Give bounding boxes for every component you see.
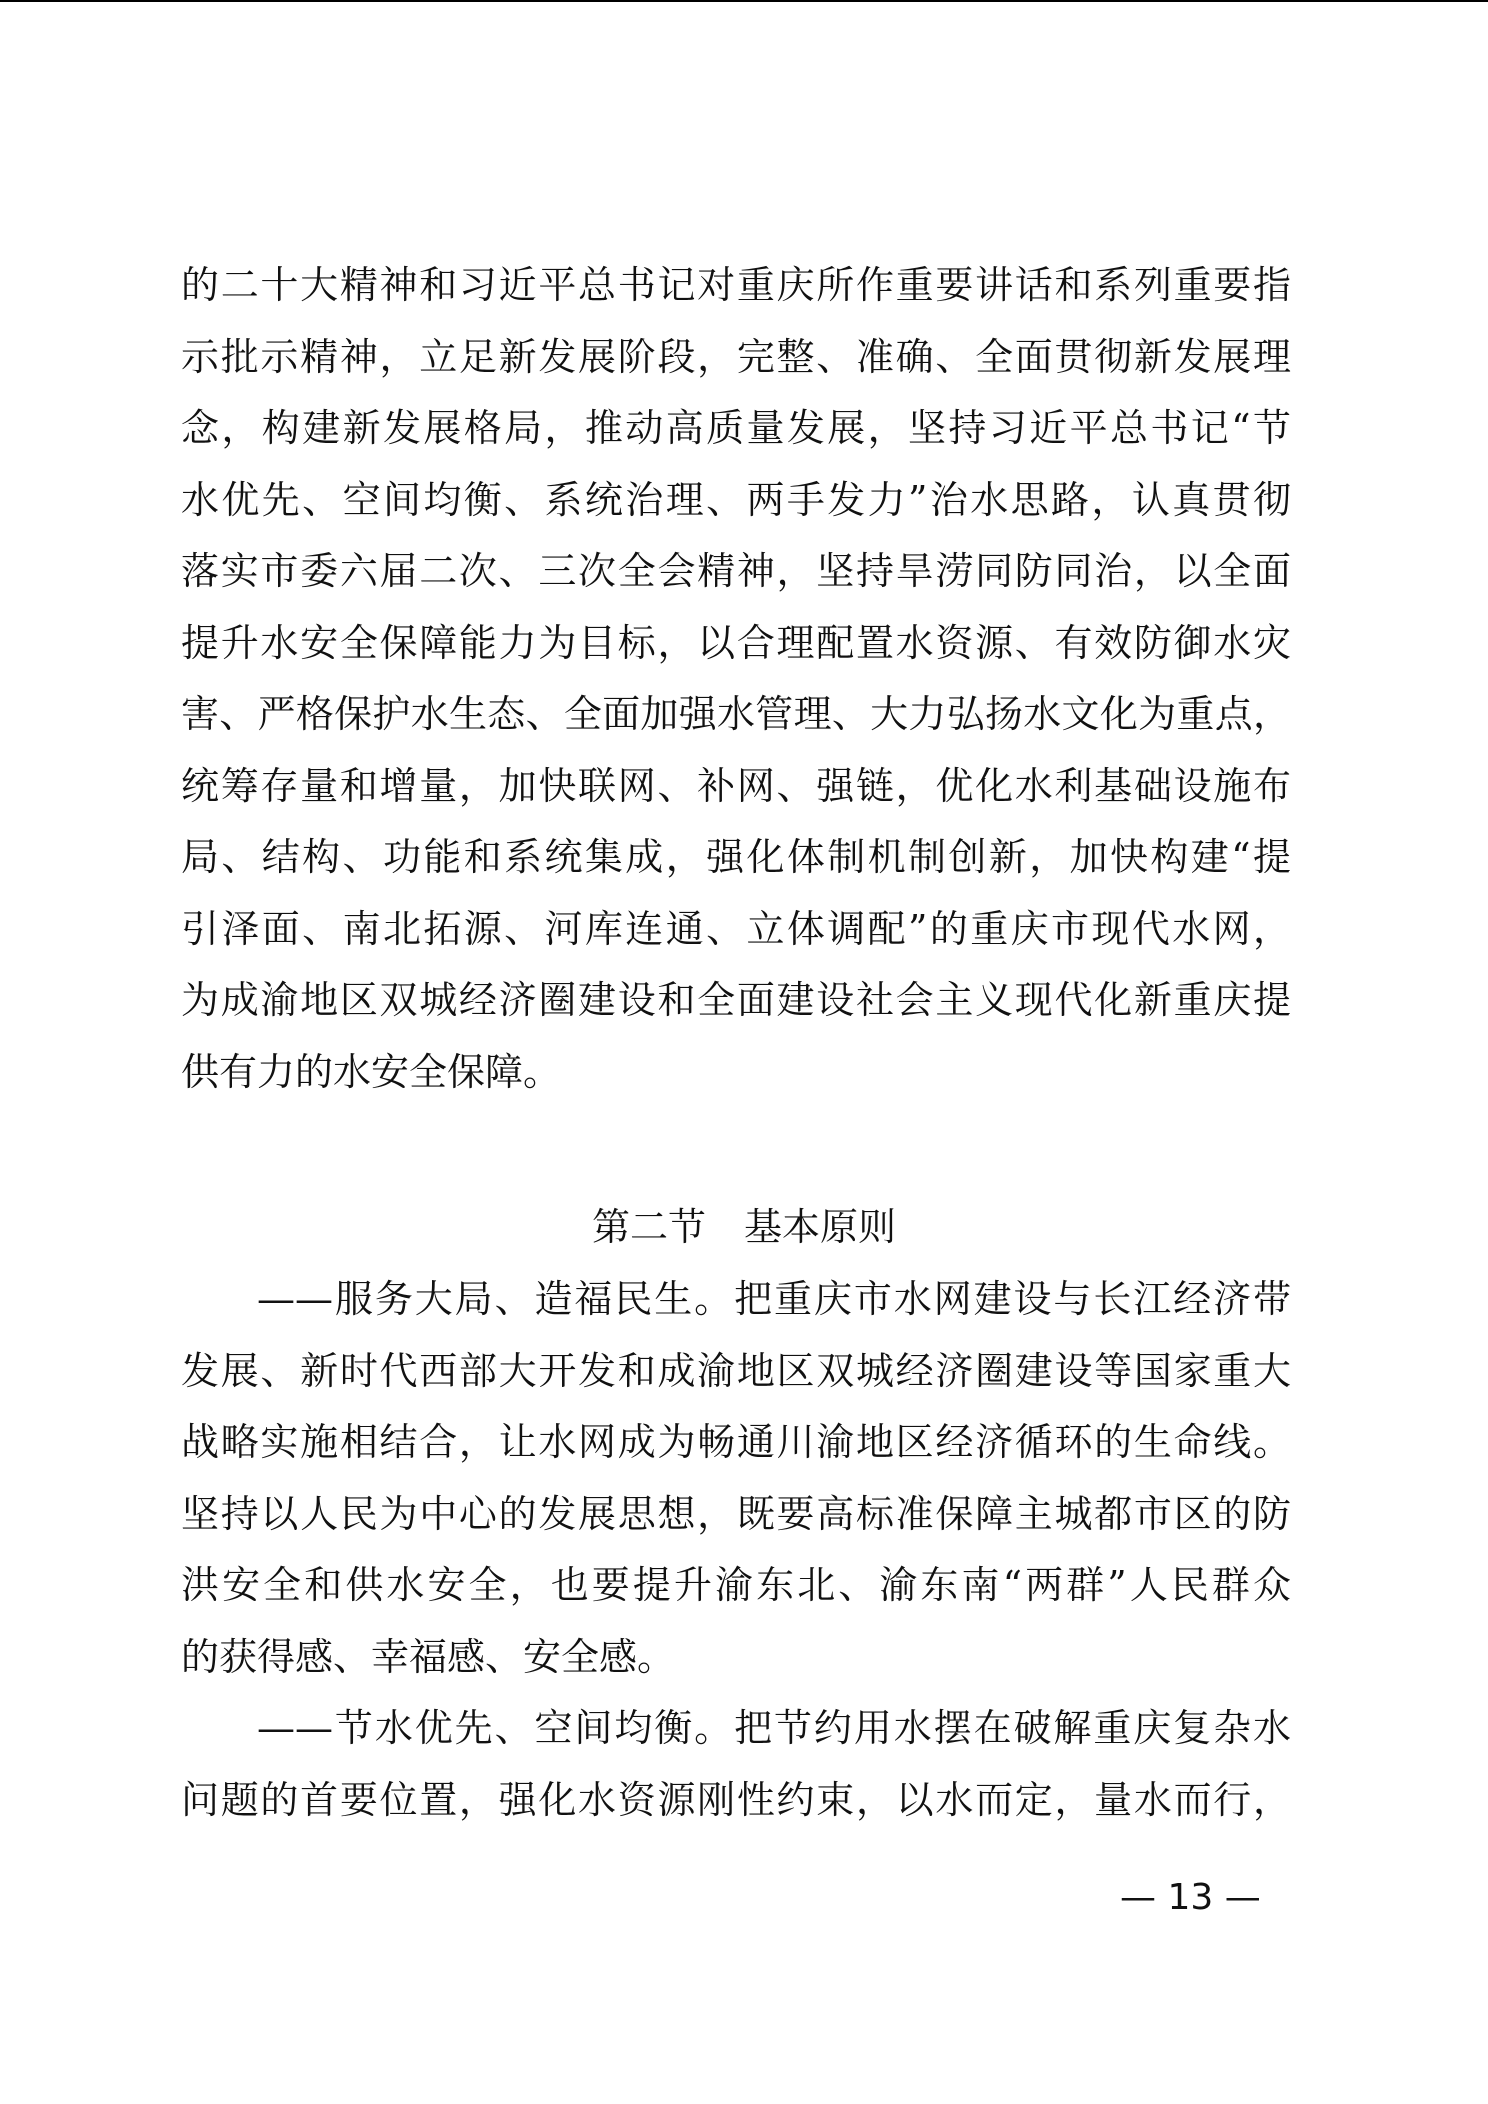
text-line: 局、结构、功能和系统集成，强化体制机制创新，加快构建“提 bbox=[181, 835, 1291, 879]
text-line: 引泽面、南北拓源、河库连通、立体调配”的重庆市现代水网， bbox=[181, 906, 1291, 951]
text-line: 洪安全和供水安全，也要提升渝东北、渝东南“两群”人民群众 bbox=[181, 1563, 1291, 1607]
text-line: 统筹存量和增量，加快联网、补网、强链，优化水利基础设施布 bbox=[181, 763, 1291, 808]
text-line: 提升水安全保障能力为目标，以合理配置水资源、有效防御水灾 bbox=[181, 620, 1291, 665]
text-line: 的获得感、幸福感、安全感。 bbox=[181, 1634, 676, 1679]
text-line: 示批示精神，立足新发展阶段，完整、准确、全面贯彻新发展理 bbox=[181, 334, 1291, 379]
text-line: ——节水优先、空间均衡。把节约用水摆在破解重庆复杂水 bbox=[257, 1706, 1291, 1750]
text-line: 为成渝地区双城经济圈建设和全面建设社会主义现代化新重庆提 bbox=[181, 978, 1291, 1022]
text-line: 念，构建新发展格局，推动高质量发展，坚持习近平总书记“节 bbox=[181, 406, 1291, 450]
section-heading: 第二节 基本原则 bbox=[591, 1205, 896, 1249]
text-line: 发展、新时代西部大开发和成渝地区双城经济圈建设等国家重大 bbox=[181, 1348, 1291, 1393]
text-line: 供有力的水安全保障。 bbox=[181, 1049, 562, 1094]
text-line: 落实市委六届二次、三次全会精神，坚持旱涝同防同治，以全面 bbox=[181, 549, 1291, 593]
text-line: 战略实施相结合，让水网成为畅通川渝地区经济循环的生命线。 bbox=[181, 1420, 1291, 1464]
text-line: 水优先、空间均衡、系统治理、两手发力”治水思路，认真贯彻 bbox=[181, 477, 1291, 522]
text-line: 坚持以人民为中心的发展思想，既要高标准保障主城都市区的防 bbox=[181, 1491, 1291, 1536]
paragraph-principle-water-saving bbox=[181, 1693, 1291, 1836]
text-line: ——服务大局、造福民生。把重庆市水网建设与长江经济带 bbox=[257, 1277, 1291, 1321]
page-number: — 13 — bbox=[1120, 1877, 1261, 1918]
text-line: 害、严格保护水生态、全面加强水管理、大力弘扬水文化为重点， bbox=[181, 692, 1291, 736]
text-line: 问题的首要位置，强化水资源刚性约束，以水而定，量水而行， bbox=[181, 1777, 1291, 1822]
paragraph-guiding-thought bbox=[181, 250, 1291, 1108]
paragraph-principle-service bbox=[181, 1264, 1291, 1693]
text-line: 的二十大精神和习近平总书记对重庆所作重要讲话和系列重要指 bbox=[181, 263, 1291, 307]
